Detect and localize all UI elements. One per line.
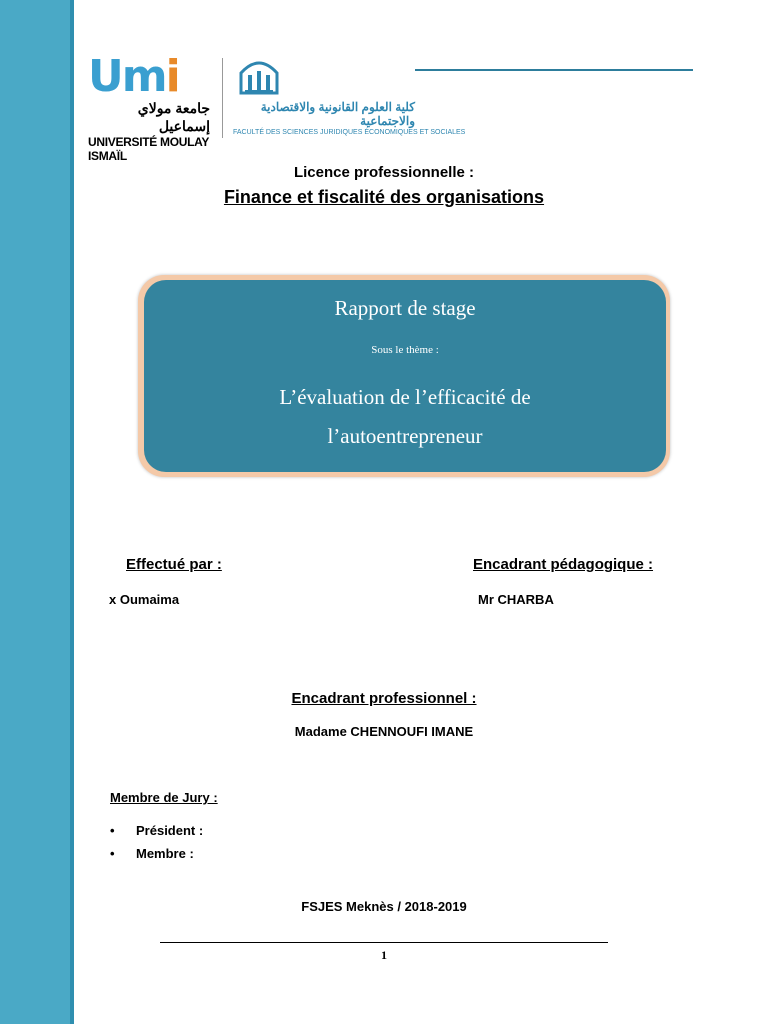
university-logo (88, 51, 218, 163)
subject-line-2: l’autoentrepreneur (327, 424, 483, 448)
report-subject (144, 378, 666, 456)
umi-mark (88, 51, 218, 102)
logo-separator (222, 58, 223, 138)
umi-mark-end: i (165, 51, 179, 102)
list-item (110, 822, 203, 845)
encadrant-pedagogique-value: Mr CHARBA (478, 592, 554, 607)
bullet-icon: • (110, 823, 115, 838)
faculty-emblem-icon (237, 55, 281, 95)
faculty-logo (233, 55, 466, 140)
encadrant-professionnel-label: Encadrant professionnel : (291, 690, 477, 707)
encadrant-pedagogique-label: Encadrant pédagogique : (473, 556, 654, 573)
program-title: Finance et fiscalité des organisations (223, 187, 545, 207)
footer-rule (160, 942, 608, 943)
left-sidebar-band (0, 0, 74, 1024)
umi-latin-name: UNIVERSITÉ MOULAY ISMAÏL (88, 135, 209, 163)
page-number: 1 (381, 948, 387, 962)
list-item (110, 845, 203, 868)
umi-mark-start: Um (88, 51, 166, 102)
institution-year: FSJES Meknès / 2018-2019 (301, 899, 467, 914)
licence-heading: Licence professionnelle : (293, 164, 475, 181)
umi-arabic-name: جامعة مولاي إسماعيل (137, 100, 210, 134)
jury-label: Membre de Jury : (110, 790, 218, 805)
title-box (144, 280, 666, 472)
jury-list (110, 822, 203, 868)
effectue-value: x Oumaima (109, 592, 180, 607)
bullet-icon: • (110, 846, 115, 861)
report-title: Rapport de stage (334, 296, 476, 320)
effectue-label: Effectué par : (126, 556, 222, 573)
jury-membre: Membre : (136, 846, 194, 861)
faculty-latin-name: FACULTÉ DES SCIENCES JURIDIQUES ÉCONOMIQUES ET SOCIALES (233, 129, 466, 136)
subject-line-1: L’évaluation de l’efficacité de (279, 385, 531, 409)
jury-president: Président : (136, 823, 204, 838)
faculty-arabic-name: كلية العلوم القانونية والاقتصادية والاجتماعية (260, 100, 415, 128)
encadrant-professionnel-value: Madame CHENNOUFI IMANE (294, 724, 474, 739)
theme-label: Sous le thème : (371, 344, 439, 356)
header-rule (415, 69, 693, 71)
